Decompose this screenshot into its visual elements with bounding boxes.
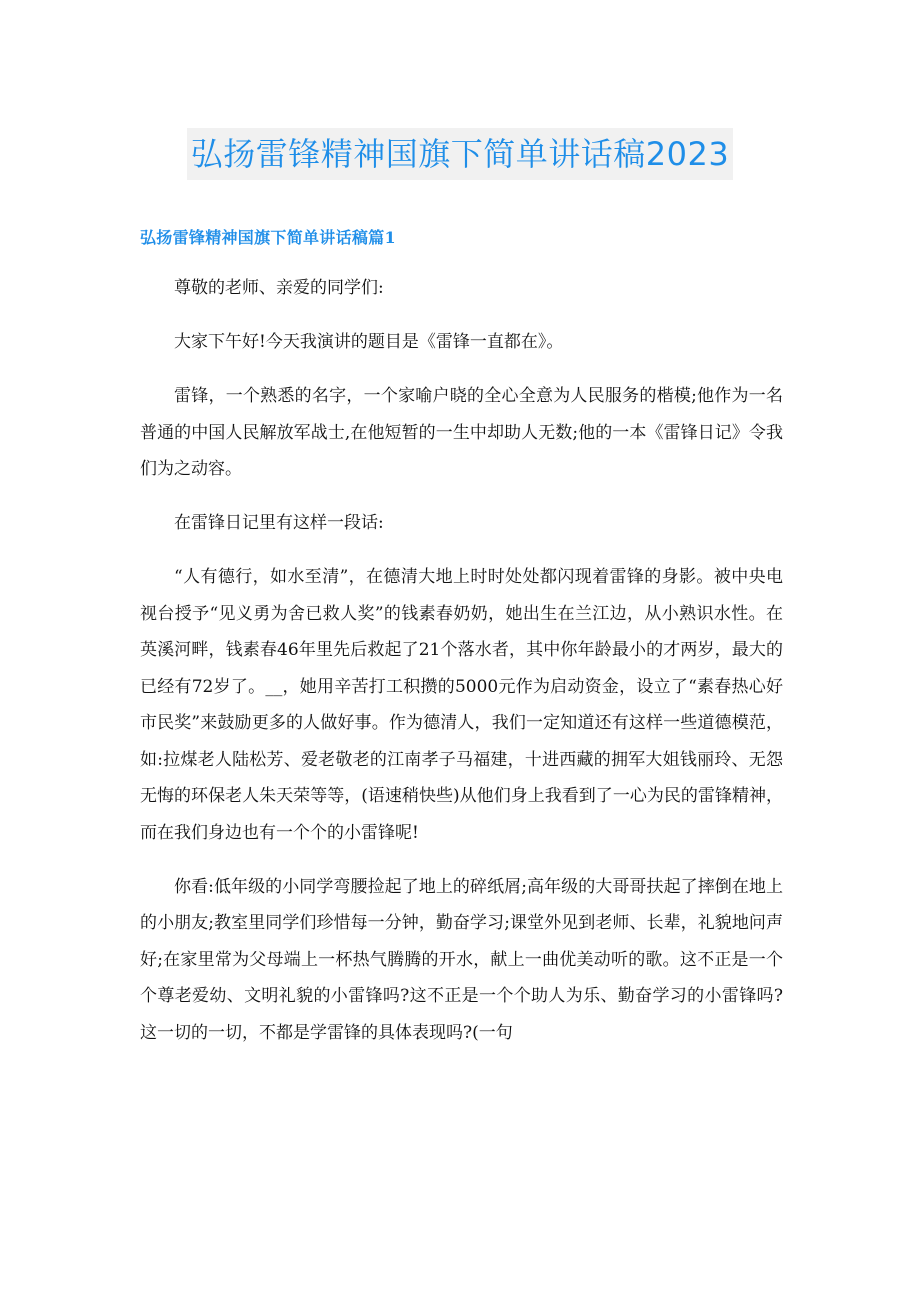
document-body — [140, 270, 783, 1069]
paragraph-diary: 在雷锋日记里有这样一段话: — [174, 513, 384, 533]
paragraph-greeting: 尊敬的老师、亲爱的同学们: — [174, 278, 384, 298]
section-heading: 弘扬雷锋精神国旗下简单讲话稿篇1 — [140, 228, 396, 247]
paragraph-leifeng: 雷锋，一个熟悉的名字，一个家喻户晓的全心全意为人民服务的楷模;他作为一名普通的中国人民解放军战士,在他短暂的一生中却助人无数;他的一本《雷锋日记》令我们为之动容。 — [140, 386, 783, 479]
document-title: 弘扬雷锋精神国旗下简单讲话稿2023 — [187, 128, 733, 180]
paragraph-examples: 你看:低年级的小同学弯腰捡起了地上的碎纸屑;高年级的大哥哥扶起了摔倒在地上的小朋友;教室里同学们珍惜每一分钟，勤奋学习;课堂外见到老师、长辈，礼貌地问声好;在家里常为父母端上一杯热气腾腾的开水，献上一曲优美动听的歌。这不正是一个个尊老爱幼、文明礼貌的小雷锋吗?这不正是一个个助人为乐、勤奋学习的小雷锋吗?这一切的一切，不都是学雷锋的具体表现吗?(一句 — [140, 876, 783, 1043]
paragraph-deqing: “人有德行，如水至清”，在德清大地上时时处处都闪现着雷锋的身影。被中央电视台授予“见义勇为舍已救人奖”的钱素春奶奶，她出生在兰江边，从小熟识水性。在英溪河畔，钱素春46年里先后救起了21个落水者，其中你年龄最小的才两岁，最大的已经有72岁了。__，她用辛苦打工积攒的5000元作为启动资金，设立了“素春热心好市民奖”来鼓励更多的人做好事。作为德清人，我们一定知道还有这样一些道德模范，如:拉煤老人陆松芳、爱老敬老的江南孝子马福建，十进西藏的拥军大姐钱丽玲、无怨无悔的环保老人朱天荣等等，(语速稍快些)从他们身上我看到了一心为民的雷锋精神，而在我们身边也有一个个的小雷锋呢! — [140, 567, 783, 843]
title-wrapper — [0, 128, 920, 180]
paragraph-intro: 大家下午好!今天我演讲的题目是《雷锋一直都在》。 — [174, 332, 564, 352]
